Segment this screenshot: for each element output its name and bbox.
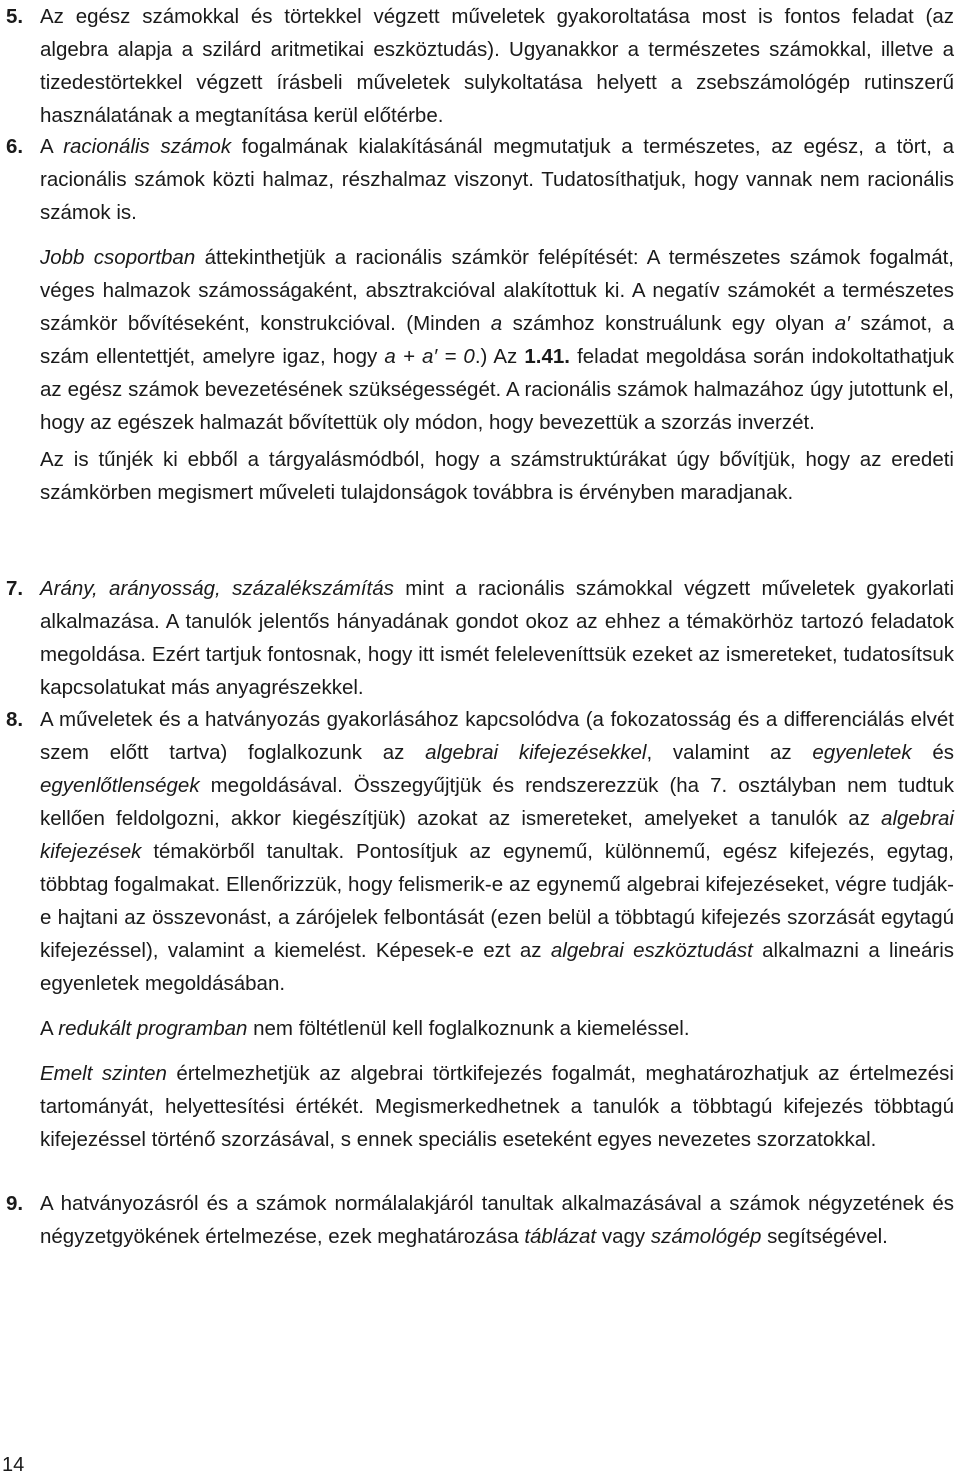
term-algebrai-eszkoztudast: algebrai eszköztudást <box>550 939 753 962</box>
term-algebrai-kifejezesek: algebrai kifejezések <box>40 807 954 863</box>
paragraph <box>40 572 954 704</box>
paragraph <box>40 1057 954 1156</box>
term-emelt-szinten: Emelt szinten <box>40 1062 167 1085</box>
item-number: 6. <box>6 135 24 158</box>
item-5 <box>6 0 954 132</box>
term-arany: Arány, arányosság, százalékszámítás <box>40 577 394 600</box>
text-run: , valamint az <box>646 741 813 764</box>
text-run: áttekinthetjük a racionális számkör felépítését: A természetes számok fogalmát, véges halmazok számosságaként, absztrakcióval alakítottuk ki. A negatív számokét a természetes számkör bővítéseként, konstrukcióval. (Minden <box>40 246 955 335</box>
text-run: nem föltétlenül kell foglalkoznunk a kiemeléssel. <box>247 1017 690 1040</box>
text-run: megoldásával. Összegyűjtjük és rendszerezzük (ha 7. osztályban nem tudtuk kellően feldolgozni, akkor kiegészítjük) azokat az ismereteket, amelyeket a tanulók az <box>40 774 954 830</box>
math-equation: a + a′ = 0 <box>384 345 475 368</box>
item-9 <box>6 1187 954 1253</box>
term-algebrai-kifejezesekkel: algebrai kifejezésekkel <box>425 741 647 764</box>
term-egyenlotlensegek: egyenlőtlenségek <box>40 774 200 797</box>
paragraph <box>40 1012 954 1045</box>
text-run: és <box>911 741 954 764</box>
text-run: feladat megoldása során indokoltathatjuk az egész számok bevezetésének szükségességét. A racionális számok halmazához úgy jutottunk el, hogy az egészek halmazát bővítettük oly módon, hogy bevezettük a szorzás inverzét. <box>40 345 954 434</box>
text-run: A <box>40 135 64 158</box>
text-run: témakörből tanultak. Pontosítjuk az egynemű, különnemű, egész kifejezés, egytag, többtag fogalmakat. Ellenőrizzük, hogy felismerik-e az egynemű algebrai kifejezéseket, végre tudják-e hajtani az összevonást, a zárójelek felbontását (ezen belül a többtagú kifejezés szorzását egytagú kifejezéssel), valamint a kiemelést. Képesek-e ezt az <box>40 840 954 962</box>
item-8 <box>6 703 954 1156</box>
paragraph <box>40 130 954 229</box>
math-a-prime: a′ <box>834 312 850 335</box>
text-run: A <box>40 1017 59 1040</box>
item-number: 7. <box>6 577 24 600</box>
paragraph <box>40 1187 954 1253</box>
text-run: A műveletek és a hatványozás gyakorlásához kapcsolódva (a fokozatosság és a differenciálás elvét szem előtt tartva) foglalkozunk az <box>40 708 954 764</box>
text-run: Az egész számokkal és törtekkel végzett műveletek gyakoroltatása most is fontos feladat (az algebra alapja a szilárd aritmetikai eszköztudás). Ugyanakkor a természetes számokkal, illetve a tizedestörtekkel végzett írásbeli műveletek sulykoltatása helyett a zsebszámológép rutinszerű használatának a megtanítása kerül előtérbe. <box>40 5 954 127</box>
item-6 <box>6 130 954 509</box>
term-szamologep: számológép <box>650 1225 762 1248</box>
page-number: 14 <box>2 1454 25 1476</box>
text-run: .) Az <box>474 345 525 368</box>
text-run: vagy <box>596 1225 651 1248</box>
item-number: 9. <box>6 1192 24 1215</box>
term-redukalt-programban: redukált programban <box>58 1017 248 1040</box>
paragraph <box>40 443 954 509</box>
paragraph <box>40 0 954 132</box>
item-7 <box>6 572 954 704</box>
text-run: számot, a szám ellentettjét, amelyre igaz, hogy <box>40 312 955 368</box>
text-run: értelmezhetjük az algebrai törtkifejezés fogalmát, meghatározhatjuk az értelmezési tartományát, helyettesítési értékét. Megismerkedhetnek a tanulók a többtagú kifejezés többtagú kifejezéssel történő szorzásával, s ennek speciális eseteként egyes nevezetes szorzatokkal. <box>40 1062 954 1151</box>
math-a: a <box>490 312 503 335</box>
text-run: alkalmazni a lineáris egyenletek megoldásában. <box>40 939 954 995</box>
text-run: A hatványozásról és a számok normálalakjáról tanultak alkalmazásával a számok négyzetének és négyzetgyökének értelmezése, ezek meghatározása <box>40 1192 954 1248</box>
term-jobb-csoportban: Jobb csoportban <box>40 246 196 269</box>
item-number: 8. <box>6 708 24 731</box>
task-reference: 1.41. <box>524 345 570 368</box>
paragraph <box>40 241 954 439</box>
text-run: segítségével. <box>761 1225 888 1248</box>
term-racionalis-szamok: racionális számok <box>63 135 232 158</box>
text-run: Az is tűnjék ki ebből a tárgyalásmódból, hogy a számstruktúrákat úgy bővítjük, hogy az eredeti számkörben megismert műveleti tulajdonságok továbbra is érvényben maradjanak. <box>40 448 954 504</box>
text-run: fogalmának kialakításánál megmutatjuk a természetes, az egész, a tört, a racionális számok közti halmaz, részhalmaz viszonyt. Tudatosíthatjuk, hogy vannak nem racionális számok is. <box>40 135 955 224</box>
text-run: számhoz konstruálunk egy olyan <box>502 312 835 335</box>
text-run: mint a racionális számokkal végzett műveletek gyakorlati alkalmazása. A tanulók jelentős hányadának gondot okoz az ehhez a témakörhöz tartozó feladatok megoldása. Ezért tartjuk fontosnak, hogy itt ismét feleleveníttsük ezeket az ismereteket, tudatosítsuk kapcsolatukat más anyagrészekkel. <box>40 577 954 699</box>
item-number: 5. <box>6 5 24 28</box>
term-tablazat: táblázat <box>524 1225 597 1248</box>
paragraph <box>40 703 954 1000</box>
term-egyenletek: egyenletek <box>812 741 912 764</box>
